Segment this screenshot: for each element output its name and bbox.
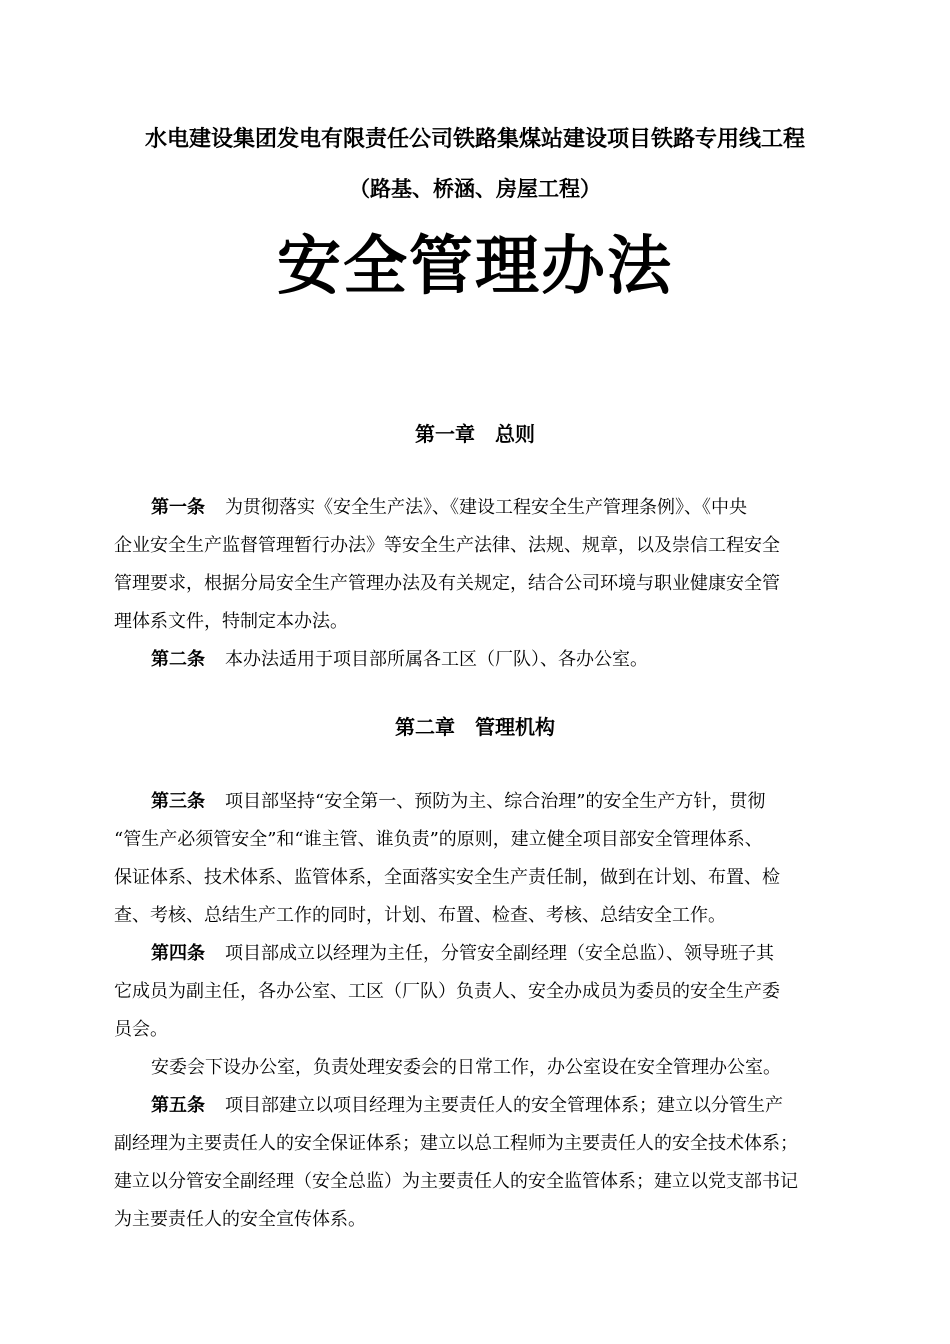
article-5-line-4: 为主要责任人的安全宣传体系。 bbox=[114, 1209, 366, 1230]
chapter-2-body bbox=[114, 783, 842, 1239]
article-5-line-2: 副经理为主要责任人的安全保证体系；建立以总工程师为主要责任人的安全技术体系； bbox=[114, 1133, 798, 1154]
article-1-line-2: 企业安全生产监督管理暂行办法》等安全生产法律、法规、规章，以及崇信工程安全 bbox=[114, 535, 780, 556]
project-title-line: 水电建设集团发电有限责任公司铁路集煤站建设项目铁路专用线工程 bbox=[144, 126, 805, 152]
article-1-line-4: 理体系文件，特制定本办法。 bbox=[114, 611, 348, 632]
chapter-1-heading: 第一章 总则 bbox=[415, 422, 535, 446]
project-subtitle-line: （路基、桥涵、房屋工程） bbox=[349, 176, 601, 201]
article-2-line-1 bbox=[114, 641, 842, 679]
article-5-line-1 bbox=[114, 1087, 842, 1125]
article-4-para-2: 安委会下设办公室，负责处理安委会的日常工作，办公室设在安全管理办公室。 bbox=[151, 1057, 781, 1078]
article-3-text-1: 项目部坚持“安全第一、预防为主、综合治理”的安全生产方针，贯彻 bbox=[225, 791, 766, 812]
article-4-line-3: 员会。 bbox=[114, 1019, 168, 1040]
article-3-line-2: “管生产必须管安全”和“谁主管、谁负责”的原则，建立健全项目部安全管理体系、 bbox=[114, 829, 763, 850]
article-4-line-2: 它成员为副主任，各办公室、工区（厂队）负责人、安全办成员为委员的安全生产委 bbox=[114, 981, 780, 1002]
article-1-line-1 bbox=[114, 489, 842, 527]
article-3-label: 第三条 bbox=[151, 791, 205, 812]
article-1-line-3: 管理要求，根据分局安全生产管理办法及有关规定，结合公司环境与职业健康安全管 bbox=[114, 573, 780, 594]
chapter-2-heading: 第二章 管理机构 bbox=[395, 715, 555, 739]
chapter-1-body bbox=[114, 489, 842, 679]
article-4-text-1: 项目部成立以经理为主任，分管安全副经理（安全总监）、领导班子其 bbox=[225, 943, 774, 964]
article-2-text-1: 本办法适用于项目部所属各工区（厂队）、各办公室。 bbox=[225, 649, 648, 670]
article-3-line-1 bbox=[114, 783, 842, 821]
article-3-line-4: 查、考核、总结生产工作的同时，计划、布置、检查、考核、总结安全工作。 bbox=[114, 905, 726, 926]
article-2-label: 第二条 bbox=[151, 649, 205, 670]
document-title: 安全管理办法 bbox=[277, 230, 673, 304]
article-1-text-1: 为贯彻落实《安全生产法》、《建设工程安全生产管理条例》、《中央 bbox=[225, 497, 747, 518]
article-4-label: 第四条 bbox=[151, 943, 205, 964]
article-5-text-1: 项目部建立以项目经理为主要责任人的安全管理体系；建立以分管生产 bbox=[225, 1095, 783, 1116]
article-3-line-3: 保证体系、技术体系、监管体系，全面落实安全生产责任制，做到在计划、布置、检 bbox=[114, 867, 780, 888]
article-5-line-3: 建立以分管安全副经理（安全总监）为主要责任人的安全监管体系；建立以党支部书记 bbox=[114, 1171, 798, 1192]
article-4-line-1 bbox=[114, 935, 842, 973]
article-5-label: 第五条 bbox=[151, 1095, 205, 1116]
article-1-label: 第一条 bbox=[151, 497, 205, 518]
